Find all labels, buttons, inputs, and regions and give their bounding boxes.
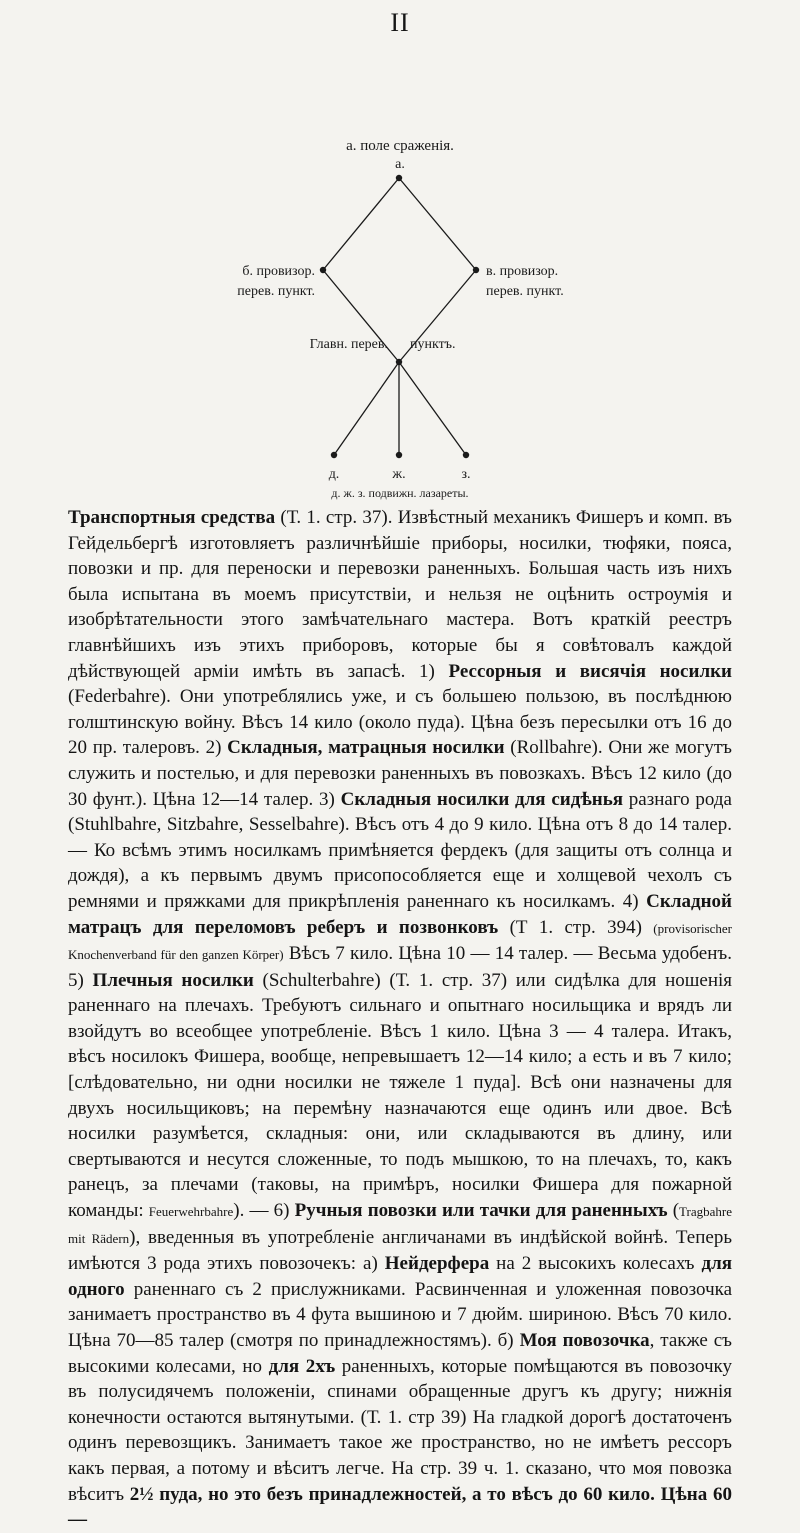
- label-node-z: з.: [461, 467, 471, 482]
- label-node-a: а.: [395, 157, 405, 172]
- label-node-v-1: в. провизор.: [486, 264, 559, 279]
- label-node-v-2: перев. пункт.: [486, 284, 564, 299]
- section-title: Транспортныя средства: [68, 507, 276, 528]
- item-4-title: Складной матрацъ для переломовъ реберъ и позвонковъ: [68, 890, 732, 938]
- item-6a-title: Нейдерфера: [384, 1253, 490, 1275]
- item-6b-title: Моя повозочка: [519, 1330, 650, 1351]
- caption-top: а. поле сраженія.: [346, 138, 454, 154]
- label-node-b-2: перев. пункт.: [237, 284, 315, 299]
- caption-bottom: д. ж. з. подвижн. лазареты.: [331, 486, 469, 500]
- page-number: II: [390, 8, 410, 37]
- item-3-title: Складныя носилки для сидѣнья: [340, 788, 624, 810]
- item-1-title: Рессорныя и висячія носилки: [448, 660, 732, 682]
- label-main-right: пунктъ.: [410, 337, 456, 352]
- label-main-left: Главн. перев.: [309, 337, 388, 352]
- item-5-title: Плечныя носилки: [92, 969, 254, 991]
- label-node-b-1: б. провизор.: [242, 264, 315, 279]
- label-node-d: д.: [328, 467, 340, 482]
- item-6-title: Ручныя повозки или тачки для раненныхъ: [294, 1200, 668, 1222]
- diagram-labels: [0, 0, 800, 560]
- body-paragraph: Транспортныя средства (Т. 1. стр. 37). Извѣстный механикъ Фишеръ и комп. въ Гейдельбергѣ изготовляетъ различнѣйшіе приборы, носилки, тюфяки, пояса, повозки и пр. для переноски и перевозки раненныхъ. Большая часть изъ нихъ была испытана въ моемъ присутствіи, и нельзя не оцѣнить остроумія и изобрѣтательности этого замѣчательнаго мастера. Вотъ краткій реестръ главнѣйшихъ изъ этихъ приборовъ, которые бы я совѣтовалъ каждой дѣйствующей арміи имѣть въ запасѣ. 1) Рессорныя и висячія носилки (Federbahre). Они употреблялись уже, и съ большею пользою, въ послѣднюю голштинскую войну. Вѣсъ 14 кило (около пуда). Цѣна безъ пересылки отъ 16 до 20 пр. талеровъ. 2) Складныя, матрацныя носилки (Rollbahre). Они же могутъ служить и постелью, и для перевозки раненныхъ въ повозкахъ. Вѣсъ 12 кило (до 30 фунт.). Цѣна 12—14 талер. 3) Складныя носилки для сидѣнья разнаго рода (Stuhlbahre, Sitzbahre, Sesselbahre). Вѣсъ отъ 4 до 9 кило. Цѣна отъ 8 до 14 талер. — Ко всѣмъ этимъ носилкамъ примѣняется фердекъ (для защиты отъ солнца и дождя), а къ первымъ двумъ присопособляется еще и холщевой чехолъ съ ремнями и пряжками для прикрѣпленія раненнаго къ носилкамъ. 4) Складной матрацъ для переломовъ реберъ и позвонковъ (Т 1. стр. 394) (provisorischer Knochenverband für den ganzen Körper) Вѣсъ 7 кило. Цѣна 10 — 14 талер. — Весьма удобенъ. 5) Плечныя носилки (Schulterbahre) (Т. 1. стр. 37) или сидѣлка для ношенія раненнаго на плечахъ. Требуютъ сильнаго и опытнаго носильщика и врядъ ли взойдутъ во всеобщее употребленіе. Вѣсъ 1 кило. Цѣна 3 — 4 талера. Итакъ, вѣсъ носилокъ Фишера, вообще, непревышаетъ 12—14 кило; а есть и въ 7 кило; [слѣдовательно, ни одни носилки не тяжеле 1 пуда]. Всѣ они назначены для двухъ носильщиковъ; на перемѣну назначаются еще одинъ или двое. Всѣ носилки разумѣется, складныя: они, или складываются въ длину, или свертываются и несутся сложенные, то подъ мышкою, то на плечахъ, то, какъ ранецъ, за плечами (таковы, на примѣръ, носилки Фишера для пожарной команды: Feuerwehrbahre). — 6) Ручныя повозки или тачки для раненныхъ (Tragbahre mit Rädern), введенныя въ употребленіе англичанами въ индѣйской войнѣ. Теперь имѣются 3 рода этихъ повозочекъ: а) Нейдерфера на 2 высокихъ колесахъ для одного раненнаго съ 2 прислужниками. Расвинченная и уложенная повозочка занимаетъ пространство въ 4 фута вышиною и 7 дюйм. шириною. Вѣсъ 70 кило. Цѣна 70—85 талер (смотря по принадлежностямъ). б) Моя повозочка, также съ высокими колесами, но для 2хъ раненныхъ, которые помѣщаются въ повозочку въ полусидячемъ положеніи, спинами обращенные другъ къ другу; нижнія конечности остаются вытянутыми. (Т. 1. стр 39) На гладкой дорогѣ достаточенъ одинъ перевозщикъ. Занимаетъ такое же пространство, но не имѣетъ рессоръ какъ первая, а потому и вѣситъ легче. На стр. 39 ч. 1. сказано, что моя повозка вѣситъ 2½ пуда, но это безъ принадлежностей, а то вѣсъ до 60 кило. Цѣна 60—: [68, 507, 733, 1531]
- item-2-title: Складныя, матрацныя носилки: [227, 737, 505, 759]
- label-node-zh: ж.: [392, 467, 406, 482]
